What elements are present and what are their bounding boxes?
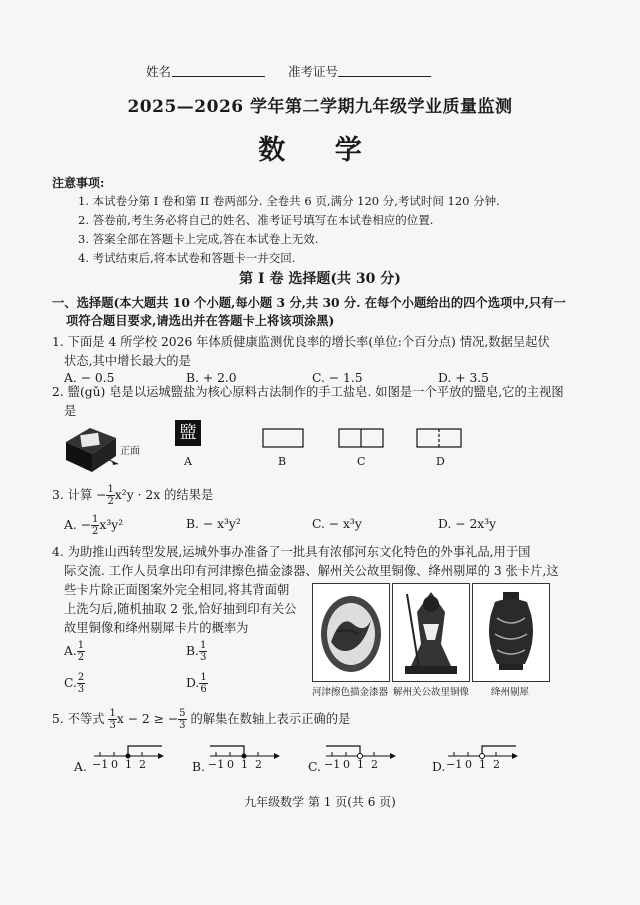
note-item: 3. 答案全部在答题卡上完成,答在本试卷上无效.	[78, 232, 319, 246]
bronze-statue-image	[392, 583, 470, 682]
question-2-line1: 2. 盬(gǔ) 皂是以运城盬盐为核心原料古法制作的手工盐皂. 如图是一个平放的盬皂,它的主视图	[52, 385, 564, 399]
question-1-line2: 状态,其中增长最大的是	[64, 354, 191, 368]
exam-number-blank	[338, 64, 431, 77]
q5-inequality: $\frac{1}{3}$ x − 2 ≥ − $\frac{5}{3}$	[109, 708, 186, 731]
caption-lacquerware: 河津擦色描金漆器	[311, 687, 388, 698]
guan-gong-statue-icon	[393, 584, 469, 681]
caption-bronze-statue: 解州关公故里铜像	[392, 687, 469, 698]
note-item: 1. 本试卷分第 I 卷和第 II 卷两部分. 全卷共 6 页,满分 120 分,考试时间 120 分钟.	[78, 194, 500, 208]
question-4-line5: 故里铜像和绛州剔犀卡片的概率为	[64, 621, 249, 635]
q5-option-d-label: D.	[432, 760, 446, 774]
question-5	[52, 708, 602, 731]
q2-option-a-label: A	[184, 455, 192, 468]
subject-title: 数 学	[258, 135, 382, 166]
q2-option-d-label: D	[436, 455, 445, 468]
q1-option-d: D. + 3.5	[438, 371, 490, 385]
note-item: 2. 答卷前,考生务必将自己的姓名、准考证号填写在本试卷相应的位置.	[78, 213, 434, 227]
lidded-jar-icon	[473, 584, 549, 681]
carved-lacquer-jar-image	[472, 583, 550, 682]
q3-suffix: 的结果是	[164, 488, 214, 502]
option-a-glyph: 盬	[175, 420, 201, 446]
q5-option-a-label: A.	[74, 760, 87, 774]
q5-suffix: 的解集在数轴上表示正确的是	[190, 712, 351, 726]
name-label: 姓名	[146, 64, 172, 79]
q3-option-d: D. − 2x³y	[438, 517, 497, 531]
question-2-line2: 是	[64, 404, 77, 418]
q2-option-c-label: C	[357, 455, 366, 468]
front-direction-label: 正面	[120, 446, 140, 457]
q1-option-a: A. − 0.5	[64, 371, 115, 385]
q3-option-b: B. − x³y²	[186, 517, 241, 531]
notes-heading: 注意事项:	[52, 176, 105, 190]
question-4-line2: 际交流. 工作人员拿出印有河津擦色描金漆器、解州关公故里铜像、绛州剔犀的 3 张卡片,这	[64, 564, 559, 578]
option-b-rectangle	[262, 428, 304, 450]
option-d-rectangle	[416, 428, 462, 450]
name-blank	[172, 64, 265, 77]
lacquerware-plate-icon	[313, 584, 389, 681]
q3-option-c: C. − x³y	[312, 517, 362, 531]
caption-carved-jar: 绛州剔犀	[490, 687, 529, 698]
q3-expression: − $\frac{1}{2}$ x²y · 2x	[96, 484, 161, 507]
option-c-rectangle	[338, 428, 384, 450]
q3-prefix: 3. 计算	[52, 488, 93, 502]
q4-option-d: D. $\frac{1}{6}$	[186, 672, 207, 695]
lacquerware-image	[312, 583, 390, 682]
question-3	[52, 484, 602, 507]
question-4-line4: 上洗匀后,随机抽取 2 张,恰好抽到印有关公	[64, 602, 297, 616]
note-item: 4. 考试结束后,将本试卷和答题卡一并交回.	[78, 251, 296, 265]
q1-option-b: B. + 2.0	[186, 371, 237, 385]
page-footer: 九年级数学 第 1 页(共 6 页)	[244, 795, 396, 809]
q2-option-b-label: B	[278, 455, 287, 468]
exam-number-label: 准考证号	[288, 64, 339, 79]
q4-option-c: C. $\frac{2}{3}$	[64, 672, 85, 695]
section-description: 一、选择题(本大题共 10 个小题,每小题 3 分,共 30 分. 在每个小题给出的四个选项中,只有一	[52, 295, 566, 310]
section-description-cont: 项符合题目要求,请选出并在答题卡上将该项涂黑)	[66, 313, 335, 328]
question-1-line1: 1. 下面是 4 所学校 2026 年体质健康监测优良率的增长率(单位:个百分点) 情况,数据呈起伏	[52, 335, 550, 349]
question-4-line3: 些卡片除正面图案外完全相同,将其背面朝	[64, 583, 290, 597]
question-4-line1: 4. 为助推山西转型发展,运城外事办准备了一批具有浓郁河东文化特色的外事礼品,用于国	[52, 545, 531, 559]
q4-option-b: B. $\frac{1}{3}$	[186, 640, 207, 663]
q3-option-a: A. − $\frac{1}{2}$ x³y²	[64, 514, 124, 537]
q5-prefix: 5. 不等式	[52, 712, 105, 726]
exam-title: 2025—2026 学年第二学期九年级学业质量监测	[127, 97, 513, 117]
q1-option-c: C. − 1.5	[312, 371, 363, 385]
q5-option-c-label: C.	[308, 760, 321, 774]
q5-option-b-label: B.	[192, 760, 205, 774]
section-title: 第 I 卷 选择题(共 30 分)	[239, 271, 401, 287]
q4-option-a: A. $\frac{1}{2}$	[64, 640, 85, 663]
